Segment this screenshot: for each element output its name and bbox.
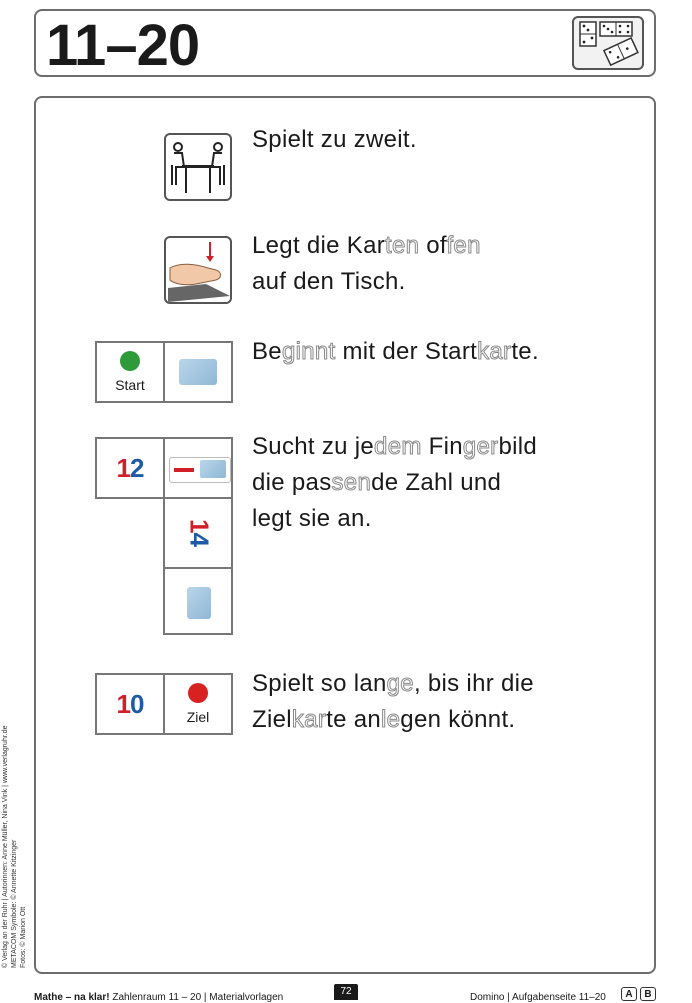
title-bar: [34, 9, 656, 77]
ziel-cell: [165, 675, 231, 733]
level-badge-a: A: [621, 987, 637, 1001]
lay-cards-icon: [164, 236, 232, 304]
number-cell-14: [165, 499, 231, 569]
footer-right: Domino | Aufgabenseite 11–20: [470, 992, 606, 1003]
footer-left: Mathe – na klar! Zahlenraum 11 – 20 | Materialvorlagen: [34, 992, 284, 1003]
finger-image-cell: [165, 439, 231, 497]
ziel-label: Ziel: [186, 709, 210, 725]
side-credits: [0, 718, 40, 968]
number-card-12: [95, 437, 233, 499]
two-players-icon: [164, 133, 232, 201]
credit-line-2: METACOM Symbole: © Annette Kitzinger: [11, 839, 18, 968]
digit-tens: 1: [116, 689, 130, 719]
level-badge-b: B: [640, 987, 656, 1001]
instruction-step-1: Spielt zu zweit.: [252, 126, 417, 153]
instruction-step-2: Legt die Karten offen auf den Tisch.: [252, 232, 481, 295]
start-label: Start: [115, 377, 145, 393]
instruction-step-5: Spielt so lange, bis ihr die Zielkarte anlegen könnt.: [252, 670, 534, 733]
finger-photo: [179, 359, 217, 385]
vertical-card-14: [163, 497, 233, 635]
digit-ones: 0: [130, 689, 144, 719]
digit-tens: 1: [184, 519, 215, 533]
start-cell: [97, 343, 165, 401]
credit-line-1: © Verlag an der Ruhr | Autorinnen: Anne Müller, Nina Vink | www.verlagruhr.de: [2, 725, 9, 968]
green-dot-icon: [120, 351, 140, 371]
finger-photo: [169, 457, 231, 483]
finger-photo: [187, 587, 211, 619]
finger-image-cell: [165, 343, 231, 401]
finish-card: [95, 673, 233, 735]
credit-line-3: Fotos: © Marion Ott: [20, 906, 27, 968]
digit-ones: 4: [184, 532, 215, 546]
start-card: [95, 341, 233, 403]
page-number: 72: [334, 984, 358, 1000]
digit-ones: 2: [130, 453, 144, 483]
page-title: 11–20: [46, 13, 200, 78]
instruction-step-4: Sucht zu jedem Fingerbild die passende Zahl und legt sie an.: [252, 433, 538, 532]
instruction-step-3: Beginnt mit der Startkarte.: [252, 338, 539, 365]
red-dot-icon: [188, 683, 208, 703]
number-cell-10: [97, 675, 165, 733]
digit-tens: 1: [116, 453, 130, 483]
number-cell-12: [97, 439, 165, 497]
domino-icon: [572, 16, 644, 70]
